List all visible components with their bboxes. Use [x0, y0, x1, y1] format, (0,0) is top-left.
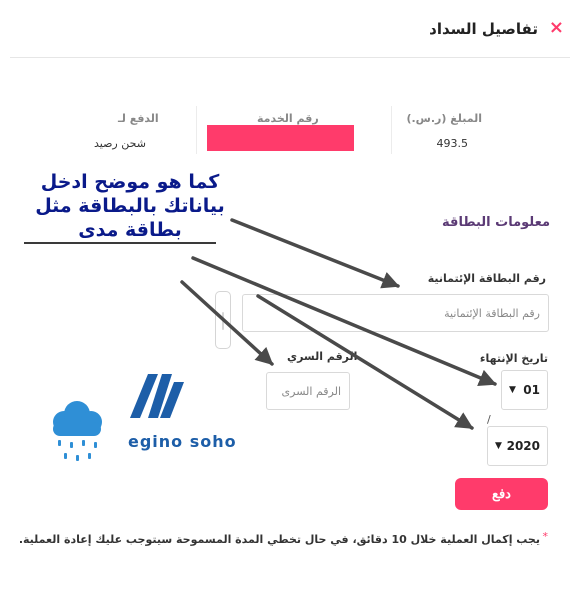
pay-for-value: شحن رصيد — [94, 137, 146, 150]
arrow-to-cvv — [182, 282, 272, 364]
time-limit-note: يجب إكمال العملية خلال 10 دقائق، في حال تخطي المدة المسموحة سيتوجب عليك إعادة العملية. — [18, 533, 540, 546]
required-star: * — [542, 530, 548, 543]
pay-button[interactable]: دفع — [455, 478, 548, 510]
chevron-down-icon: ▼ — [495, 441, 502, 451]
cvv-placeholder: الرقم السرى — [281, 384, 341, 398]
cvv-label: الرقم السري — [287, 350, 358, 363]
close-icon[interactable]: × — [548, 17, 564, 38]
card-section-title: معلومات البطاقة — [442, 215, 550, 230]
chevron-down-icon: ▼ — [509, 385, 516, 395]
expiry-separator: / — [487, 413, 491, 426]
amount-label: المبلغ (ر.س.) — [406, 112, 482, 125]
card-number-placeholder: رقم البطاقة الإئتمانية — [444, 306, 540, 320]
page-title: تفاصيل السداد — [429, 20, 538, 38]
service-number-label: رقم الخدمة — [257, 112, 319, 125]
expiry-month-value: 01 — [523, 383, 540, 397]
arrow-to-expiry-month — [193, 258, 495, 384]
expiry-label: تاريخ الإنتهاء — [479, 352, 548, 365]
amount-value: 493.5 — [436, 137, 468, 150]
arrow-to-card-number — [232, 220, 398, 286]
rain-cloud-icon — [53, 401, 102, 461]
instruction-annotation: كما هو موضح ادخل بياناتك بالبطاقة مثل بطاقة مدى — [35, 171, 225, 241]
m-logo-icon — [130, 374, 184, 418]
card-number-label: رقم البطاقة الإئتمانية — [427, 272, 546, 285]
watermark-text: egino soho — [128, 432, 237, 451]
pay-for-label: الدفع لـ — [118, 112, 159, 125]
expiry-year-value: 2020 — [506, 439, 540, 453]
